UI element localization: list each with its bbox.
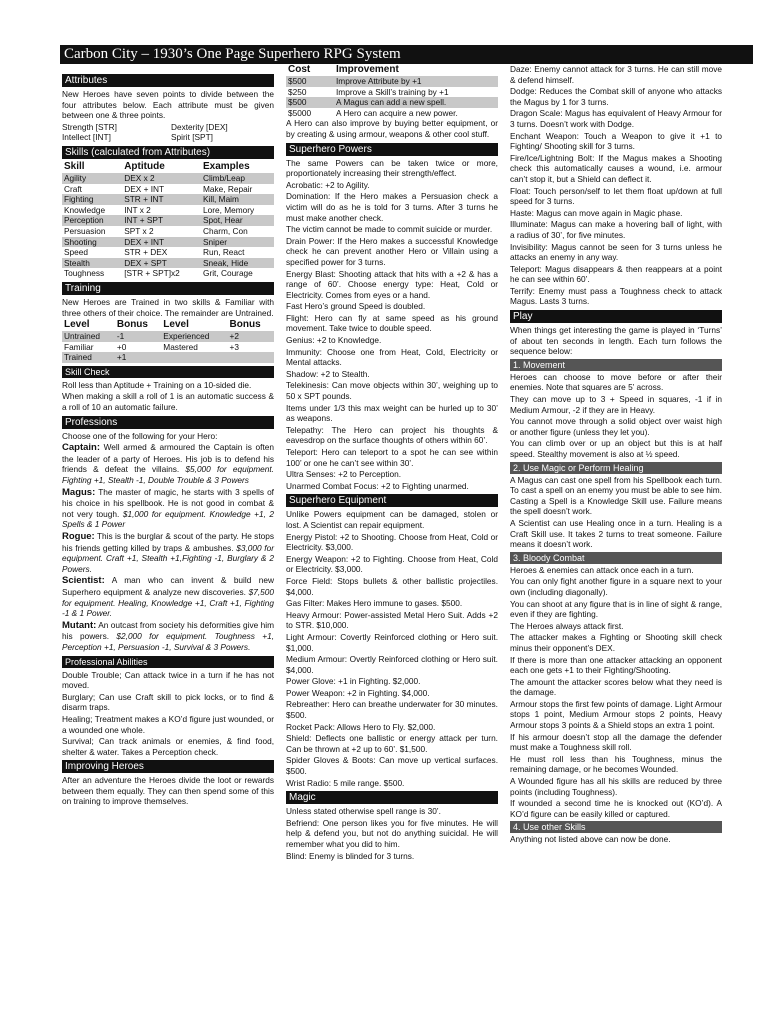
abilities-list [62, 670, 274, 758]
col-level: Level [64, 319, 90, 331]
training-text: New Heroes are Trained in two skills & Familiar with three others of their choice. The remainder are Untrained. [62, 296, 274, 318]
column-3 [510, 64, 722, 846]
table-cell: Make, Repair [202, 183, 253, 194]
power-item: Items under 1/3 this max weight can be hurled up to 30’ as weapons. [286, 402, 498, 424]
table-cell: Experienced [161, 331, 227, 342]
professions-list [62, 442, 274, 652]
table-cell: [STR + SPT]x2 [124, 268, 180, 279]
profession-equipment: $2,000 for equipment. Toughness +1, Perception +1, Persuasion -1, Survival & 3 Powers. [62, 631, 275, 652]
power-item: Unarmed Combat Focus: +2 to Fighting unarmed. [286, 480, 469, 491]
table-cell: DEX + SPT [122, 258, 201, 269]
col-skill: Skill [64, 160, 85, 172]
profession-entry [62, 487, 274, 530]
table-cell: INT + SPT [122, 215, 201, 226]
ability-item: Survival; Can track animals or enemies, & find food, shelter & water. Takes a Perception check. [62, 736, 274, 757]
power-item: Acrobatic: +2 to Agility. [286, 179, 370, 190]
training-table [62, 319, 274, 363]
equipment-item: Heavy Armour: Power-assisted Metal Hero Suit. Adds +2 to STR. $10,000. [286, 609, 498, 631]
training-table-header [62, 319, 274, 331]
combat-header: 3. Bloody Combat [510, 552, 722, 564]
equipment-item: Wrist Radio: 5 mile range. $500. [286, 777, 405, 788]
table-cell: $250 [288, 86, 307, 97]
table-cell: $500 [286, 97, 334, 108]
skills-header: Skills (calculated from Attributes) [62, 146, 274, 159]
table-row [62, 247, 274, 258]
spell-item: Blind: Enemy is blinded for 3 turns. [286, 850, 415, 861]
equipment-item: Spider Gloves & Boots: Can move up vertical surfaces. $500. [286, 755, 498, 777]
col-improvement: Improvement [336, 64, 399, 75]
table-cell: Trained [62, 352, 115, 363]
equipment-item: Medium Armour: Overtly Reinforced clothing or Hero suit. $4,000. [286, 654, 498, 675]
spell-item: Float: Touch person/self to let them float up/down at full speed for 3 turns. [510, 185, 722, 207]
table-row [62, 194, 274, 205]
power-item: Fast Hero’s ground Speed is doubled. [286, 301, 426, 312]
combat-rule: You can only fight another figure in a square next to your own (including diagonally). [510, 576, 722, 597]
table-cell [161, 352, 227, 363]
combat-rule: The Heroes always attack first. [510, 620, 624, 631]
table-cell: -1 [115, 331, 161, 342]
profession-entry [62, 531, 274, 574]
attribute-str: Strength [STR] [62, 121, 117, 132]
spell-item: Befriend: One person likes you for five minutes. He will help & defend you, but not do anything suicidal. He will remember what you did to him. [286, 817, 498, 849]
table-row [62, 342, 274, 353]
table-cell: Kill, Maim [201, 194, 274, 205]
table-row [62, 226, 274, 237]
col-aptitude: Aptitude [124, 160, 165, 172]
movement-rule: You cannot move through a solid object over waist high or another figure (unless they let you). [510, 416, 722, 437]
table-row [62, 331, 274, 342]
equipment-item: Power Weapon: +2 in Fighting. $4,000. [286, 687, 430, 698]
professions-header: Professions [62, 416, 274, 429]
power-item: Drain Power: If the Hero makes a successful Knowledge check he can prevent another Hero or Villain using a specified power for 3 turns. [286, 235, 498, 267]
skills-table-header [62, 161, 274, 173]
attribute-int: Intellect [INT] [62, 132, 111, 143]
table-cell: Stealth [62, 258, 122, 269]
power-item: Telekinesis: Can move objects within 30’, weighing up to 50 x SPT pounds. [286, 380, 498, 402]
abilities-header: Professional Abilities [62, 656, 274, 668]
table-cell: DEX x 2 [122, 173, 201, 184]
power-item: Genius: +2 to Knowledge. [286, 335, 382, 346]
attribute-dex: Dexterity [DEX] [171, 121, 228, 132]
spell-item: Fire/Ice/Lightning Bolt: If the Magus makes a Shooting check this automatically causes a wound, i.e. armour can’t stop it, but a Shield can deflect it. [510, 152, 722, 184]
attributes-row-2 [62, 132, 274, 143]
table-cell: Spot, Hear [201, 215, 274, 226]
spell-item: Terrify: Enemy must pass a Toughness check to attack Magus. Lasts 3 turns. [510, 285, 722, 307]
table-cell: DEX + INT [124, 183, 165, 194]
power-item: The victim cannot be made to commit suicide or murder. [286, 224, 493, 235]
table-cell: Lore, Memory [202, 204, 255, 215]
training-header: Training [62, 282, 274, 295]
equipment-item: Shield: Deflects one ballistic or energy attack per turn. Can be thrown at +2 up to 60’. $1,500. [286, 733, 498, 754]
magic-heal-rule: A Magus can cast one spell from his Spellbook each turn. To cast a spell on an enemy you must be able to see him. Casting a Spell is a Knowledge Skill use. Failure means the spell doesn’t work. [510, 474, 722, 517]
magic-list-part-2 [510, 64, 722, 307]
table-cell: Untrained [62, 331, 115, 342]
ability-item: Double Trouble; Can attack twice in a turn if he has not moved. [62, 669, 274, 691]
profession-description: This is the burglar & scout of the party. He stops his friends getting killed by traps & ambushes. [62, 531, 275, 553]
table-cell: Persuasion [64, 225, 106, 236]
table-row [286, 87, 498, 98]
table-cell: INT x 2 [124, 204, 151, 215]
table-cell: +1 [115, 352, 161, 363]
profession-name: Magus: [62, 486, 96, 498]
profession-equipment: $5,000 for equipment. Fighting +1, Stealth -1, Double Trouble & 3 Powers [62, 464, 274, 486]
movement-header: 1. Movement [510, 359, 722, 371]
table-cell [228, 352, 274, 363]
col-level-2: Level [163, 319, 189, 331]
table-cell: Fighting [62, 194, 122, 205]
table-row [62, 184, 274, 195]
other-skills-header: 4. Use other Skills [510, 821, 722, 833]
table-cell: A Magus can add a new spell. [334, 97, 498, 108]
equipment-item: Rocket Pack: Allows Hero to Fly. $2,000. [286, 721, 436, 732]
profession-entry [62, 620, 274, 653]
table-row [286, 76, 498, 87]
table-cell: Sneak, Hide [201, 258, 274, 269]
spell-item: Dodge: Reduces the Combat skill of anyone who attacks the Magus by 1 for 3 turns. [510, 86, 722, 107]
table-cell: Grit, Courage [202, 268, 253, 279]
attributes-text: New Heroes have seven points to divide between the four attributes below. Each attribute must be given between one & three points. [62, 89, 274, 121]
table-row [286, 97, 498, 108]
table-cell: STR + INT [122, 194, 201, 205]
table-cell: Improve Attribute by +1 [334, 76, 498, 87]
combat-rule: The attacker makes a Fighting or Shooting skill check minus their opponent’s DEX. [510, 632, 722, 653]
costs-text: A Hero can also improve by buying better equipment, or by creating & using armour, weapons & other cool stuff. [286, 118, 498, 139]
table-row [62, 258, 274, 269]
skill-check-text-1: Roll less than Aptitude + Training on a 10-sided die. [62, 379, 252, 390]
table-cell: $500 [286, 76, 334, 87]
spell-item: Illuminate: Magus can make a hovering ball of light, with a radius of 30’, for five minutes. [510, 219, 722, 240]
professions-intro: Choose one of the following for your Hero: [62, 430, 218, 441]
skills-table [62, 161, 274, 279]
profession-name: Rogue: [62, 531, 95, 542]
attributes-header: Attributes [62, 74, 274, 87]
table-cell: $5000 [288, 107, 312, 118]
spell-item: Teleport: Magus disappears & then reappears at a point he can see within 60’. [510, 263, 722, 285]
magic-heal-header: 2. Use Magic or Perform Healing [510, 462, 722, 474]
power-item: The same Powers can be taken twice or more, proportionately increasing their strength/effect. [286, 157, 498, 179]
table-cell: +2 [228, 331, 274, 342]
table-row [62, 215, 274, 226]
combat-rule: If his armour doesn’t stop all the damage the defender must make a Toughness skill roll. [510, 731, 722, 753]
magic-list-part-1 [286, 806, 498, 861]
page-title: Carbon City – 1930’s One Page Superhero RPG System [60, 45, 753, 64]
col-examples: Examples [202, 160, 250, 172]
table-cell: Charm, Con [202, 225, 248, 236]
profession-equipment: $1,000 for equipment. Knowledge +1, 2 Spells & 1 Power [62, 508, 275, 530]
table-row [286, 108, 498, 119]
table-cell: Agility [62, 173, 122, 184]
power-item: Telepathy: The Hero can project his thoughts & eavesdrop on the surface thoughts of others within 60’. [286, 424, 498, 446]
spell-item: Haste: Magus can move again in Magic phase. [510, 207, 683, 218]
profession-description: An outcast from society his deformities give him his powers. [62, 619, 274, 642]
ability-item: Burglary; Can use Craft skill to pick locks, or to find & disarm traps. [62, 691, 274, 713]
table-cell: A Hero can acquire a new power. [336, 107, 458, 118]
power-item: Teleport: Hero can teleport to a spot he can see within 100’ or one he can’t see within 30’. [286, 447, 498, 468]
spell-item: Unless stated otherwise spell range is 30’. [286, 806, 441, 817]
profession-description: Well armed & armoured the Captain is often the leader of a party of Heroes. His job is to defend his friends & defeat the villains. [62, 442, 274, 475]
table-cell: Perception [62, 215, 122, 226]
attribute-spt: Spirit [SPT] [171, 132, 213, 143]
power-item: Shadow: +2 to Stealth. [286, 368, 370, 379]
combat-list [510, 565, 722, 820]
equipment-item: Force Field: Stops bullets & other ballistic projectiles. $4,000. [286, 575, 498, 597]
table-row [62, 352, 274, 363]
equipment-item: Power Glove: +1 in Fighting. $2,000. [286, 676, 421, 687]
attributes-row-1 [62, 122, 274, 133]
profession-entry [62, 575, 274, 618]
play-header: Play [510, 310, 722, 323]
table-cell: DEX + INT [122, 237, 201, 248]
table-cell: Sniper [201, 237, 274, 248]
col-bonus-2: Bonus [229, 319, 261, 331]
profession-name: Mutant: [62, 619, 97, 631]
table-cell: Mastered [163, 341, 198, 352]
equipment-item: Light Armour: Covertly Reinforced clothing or Hero suit. $1,000. [286, 631, 498, 653]
table-cell: Run, React [202, 247, 245, 258]
profession-description: A man who can invent & build new Superhero equipment & analyze new discoveries. [62, 575, 274, 597]
col-cost: Cost [288, 64, 311, 75]
improving-text: After an adventure the Heroes divide the loot or rewards between them equally. They can then spend some of this on training to improve themselves. [62, 775, 274, 807]
profession-name: Scientist: [62, 575, 105, 587]
table-cell: Craft [64, 183, 82, 194]
table-row [62, 173, 274, 184]
table-row [62, 268, 274, 279]
movement-rule: Heroes can choose to move before or after their enemies. Note that squares are 5’ across. [510, 371, 722, 393]
table-cell: Climb/Leap [201, 173, 274, 184]
combat-rule: The amount the attacker scores below what they need is the damage. [510, 676, 722, 698]
equipment-item: Gas Filter: Makes Hero immune to gases. $500. [286, 598, 463, 609]
col-bonus: Bonus [116, 319, 148, 331]
power-item: Energy Blast: Shooting attack that hits with a +2 & has a range of 60’. Choose energy type: Heat, Cold or Electricity. Comes from eyes or a hand. [286, 268, 498, 300]
power-item: Flight: Hero can fly at same speed as his ground movement. Take twice to double speed. [286, 312, 498, 334]
movement-rule: You can climb over or up an object but this is at half speed. Stealthy movement is also at ½ speed. [510, 438, 722, 459]
costs-table [286, 64, 498, 118]
magic-header: Magic [286, 791, 498, 804]
table-cell: Knowledge [64, 204, 106, 215]
skill-check-text-2: When making a skill a roll of 1 is an automatic success & a roll of 10 an automatic failure. [62, 391, 274, 413]
spell-item: Daze: Enemy cannot attack for 3 turns. He can still move & defend himself. [510, 64, 722, 85]
powers-list [286, 158, 498, 492]
table-row [62, 205, 274, 216]
ability-item: Healing; Treatment makes a KO’d figure just wounded, or a wounded one whole. [62, 713, 274, 735]
table-cell: Improve a Skill’s training by +1 [336, 86, 449, 97]
table-cell: Familiar [64, 341, 94, 352]
costs-table-header [286, 64, 498, 76]
equipment-item: Energy Pistol: +2 to Shooting. Choose from Heat, Cold or Electricity. $3,000. [286, 531, 498, 553]
table-cell: Speed [64, 247, 88, 258]
table-cell: SPT x 2 [124, 225, 154, 236]
combat-rule: You can shoot at any figure that is in line of sight & range, even if they are fighting. [510, 598, 722, 620]
spell-item: Enchant Weapon: Touch a Weapon to give it +1 to Fighting/ Shooting skill for 3 turns. [510, 130, 722, 152]
table-cell: Shooting [62, 237, 122, 248]
equipment-item: Unlike Powers equipment can be damaged, stolen or lost. A Scientist can repair equipment. [286, 509, 498, 530]
table-cell: +0 [116, 341, 127, 352]
combat-rule: Armour stops the first few points of damage. Light Armour stops 1 point, Medium Armour stops 2 points, Heavy Armour stops 3 points & a Shield stops an extra 1 point. [510, 698, 722, 731]
equipment-list [286, 509, 498, 788]
combat-rule: If wounded a second time he is knocked out (KO’d). A KO’d figure can be easily killed or captured. [510, 798, 722, 819]
profession-equipment: $3,000 for equipment. Craft +1, Stealth +1,Fighting -1, Burglary & 2 Powers. [62, 542, 274, 574]
power-item: Domination: If the Hero makes a Persuasion check a victim will do as he is told for 3 turns. After 3 turns he must make another check. [286, 191, 498, 223]
combat-rule: A Wounded figure has all his skills are reduced by three points (including Toughness). [510, 776, 722, 797]
profession-name: Captain: [62, 442, 100, 454]
power-item: Immunity: Choose one from Heat, Cold, Electricity or Mental attacks. [286, 346, 498, 368]
spell-item: Invisibility: Magus cannot be seen for 3 turns unless he attacks an enemy in any way. [510, 241, 722, 263]
other-skills-text: Anything not listed above can now be done. [510, 834, 671, 845]
movement-list [510, 372, 722, 460]
movement-rule: They can move up to 3 + Speed in squares, -1 if in Medium Armour, -2 if they are in Heavy. [510, 394, 722, 415]
table-row [62, 237, 274, 248]
column-1 [62, 71, 274, 808]
magic-heal-rule: A Scientist can use Healing once in a turn. Healing is a Craft Skill use. It takes 2 turns to treat someone. Failure means it doesn’t work. [510, 517, 722, 550]
table-cell: STR + DEX [124, 247, 168, 258]
magic-heal-list [510, 475, 722, 550]
profession-entry [62, 442, 274, 485]
table-cell: +3 [229, 341, 240, 352]
equipment-item: Rebreather: Hero can breathe underwater for 30 minutes. $500. [286, 699, 498, 721]
spell-item: Dragon Scale: Magus has equivalent of Heavy Armour for 3 turns. Doesn’t work with Dodge. [510, 108, 722, 129]
power-item: Ultra Senses: +2 to Perception. [286, 469, 402, 480]
profession-equipment: $7,500 for equipment. Healing, Knowledge +1, Craft +1, Fighting -1 & 1 Power. [62, 586, 274, 619]
improving-header: Improving Heroes [62, 760, 274, 773]
skill-check-header: Skill Check [62, 366, 274, 378]
equipment-item: Energy Weapon: +2 to Fighting. Choose from Heat, Cold or Electricity. $3,000. [286, 553, 498, 575]
powers-header: Superhero Powers [286, 143, 498, 156]
column-2 [286, 64, 498, 862]
profession-description: The master of magic, he starts with 3 spells of his choice in his spellbook. He is not good in combat & not very tough. [62, 486, 274, 519]
play-intro: When things get interesting the game is played in ‘Turns’ of about ten seconds in length. Each turn follows the sequence below: [510, 325, 722, 357]
combat-rule: If there is more than one attacker attacking an opponent each one gets +1 to their Fighting/Shooting. [510, 654, 722, 676]
equipment-header: Superhero Equipment [286, 494, 498, 507]
combat-rule: He must roll less than his Toughness, minus the remaining damage, or he becomes Wounded. [510, 753, 722, 775]
table-cell: Toughness [64, 268, 105, 279]
combat-rule: Heroes & enemies can attack once each in a turn. [510, 564, 694, 575]
